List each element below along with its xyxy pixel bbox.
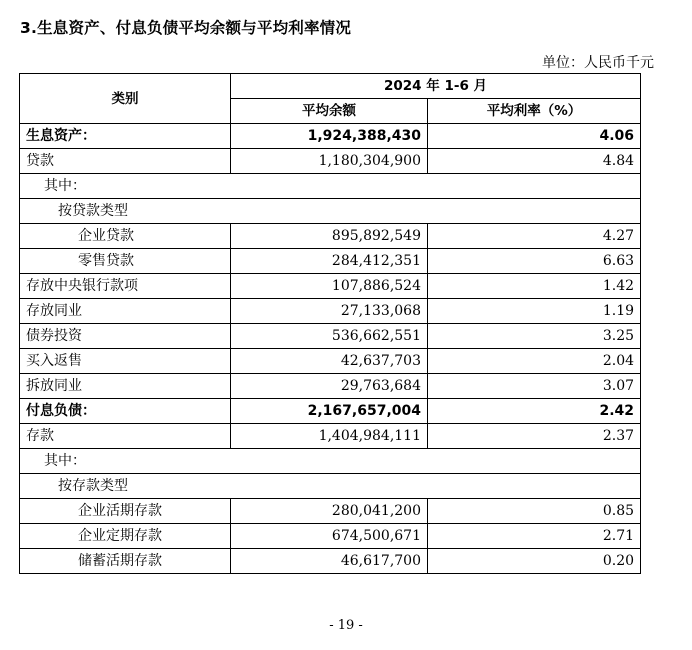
row-label: 债券投资 bbox=[20, 324, 231, 349]
table-row bbox=[20, 399, 641, 424]
row-avg-rate: 1.19 bbox=[428, 299, 641, 324]
row-avg-balance: 2,167,657,004 bbox=[231, 399, 428, 424]
row-avg-balance: 674,500,671 bbox=[231, 524, 428, 549]
row-avg-rate: 4.27 bbox=[428, 224, 641, 249]
row-label: 拆放同业 bbox=[20, 374, 231, 399]
section-title: 3.生息资产、付息负债平均余额与平均利率情况 bbox=[20, 19, 352, 37]
row-avg-rate: 2.71 bbox=[428, 524, 641, 549]
page-number: - 19 - bbox=[329, 618, 363, 633]
row-label: 其中： bbox=[20, 449, 641, 474]
row-avg-rate: 0.85 bbox=[428, 499, 641, 524]
row-avg-rate: 2.42 bbox=[428, 399, 641, 424]
row-label: 存款 bbox=[20, 424, 231, 449]
row-label: 储蓄活期存款 bbox=[20, 549, 231, 574]
table-row bbox=[20, 174, 641, 199]
interest-table bbox=[19, 73, 641, 574]
row-avg-balance: 27,133,068 bbox=[231, 299, 428, 324]
table-row bbox=[20, 524, 641, 549]
row-avg-rate: 2.37 bbox=[428, 424, 641, 449]
row-label: 按存款类型 bbox=[20, 474, 641, 499]
row-label: 企业贷款 bbox=[20, 224, 231, 249]
table-row bbox=[20, 549, 641, 574]
row-label: 企业定期存款 bbox=[20, 524, 231, 549]
header-row-1 bbox=[20, 74, 641, 99]
row-label: 企业活期存款 bbox=[20, 499, 231, 524]
header-avg-rate: 平均利率（%） bbox=[428, 99, 641, 124]
table-row bbox=[20, 324, 641, 349]
row-avg-balance: 46,617,700 bbox=[231, 549, 428, 574]
table-row bbox=[20, 149, 641, 174]
row-avg-balance: 1,404,984,111 bbox=[231, 424, 428, 449]
row-label: 存放中央银行款项 bbox=[20, 274, 231, 299]
row-avg-rate: 4.84 bbox=[428, 149, 641, 174]
table-row bbox=[20, 349, 641, 374]
row-avg-rate: 4.06 bbox=[428, 124, 641, 149]
table-row bbox=[20, 474, 641, 499]
row-avg-balance: 280,041,200 bbox=[231, 499, 428, 524]
row-label: 买入返售 bbox=[20, 349, 231, 374]
row-avg-balance: 1,180,304,900 bbox=[231, 149, 428, 174]
row-label: 贷款 bbox=[20, 149, 231, 174]
row-label: 生息资产： bbox=[20, 124, 231, 149]
row-label: 按贷款类型 bbox=[20, 199, 641, 224]
table-row bbox=[20, 124, 641, 149]
table-row bbox=[20, 449, 641, 474]
row-label: 存放同业 bbox=[20, 299, 231, 324]
row-avg-rate: 3.07 bbox=[428, 374, 641, 399]
table-body bbox=[20, 124, 641, 574]
table-row bbox=[20, 199, 641, 224]
row-avg-balance: 29,763,684 bbox=[231, 374, 428, 399]
row-avg-balance: 1,924,388,430 bbox=[231, 124, 428, 149]
row-avg-rate: 2.04 bbox=[428, 349, 641, 374]
row-avg-balance: 536,662,551 bbox=[231, 324, 428, 349]
row-avg-balance: 284,412,351 bbox=[231, 249, 428, 274]
table-row bbox=[20, 249, 641, 274]
row-avg-rate: 0.20 bbox=[428, 549, 641, 574]
row-avg-balance: 895,892,549 bbox=[231, 224, 428, 249]
row-label: 其中： bbox=[20, 174, 641, 199]
table-row bbox=[20, 224, 641, 249]
table-row bbox=[20, 499, 641, 524]
header-avg-balance: 平均余额 bbox=[231, 99, 428, 124]
header-category: 类别 bbox=[20, 74, 231, 124]
table-row bbox=[20, 299, 641, 324]
table-row bbox=[20, 274, 641, 299]
row-avg-balance: 42,637,703 bbox=[231, 349, 428, 374]
row-label: 零售贷款 bbox=[20, 249, 231, 274]
table-row bbox=[20, 374, 641, 399]
unit-label: 单位：人民币千元 bbox=[542, 55, 654, 71]
row-avg-balance: 107,886,524 bbox=[231, 274, 428, 299]
row-avg-rate: 3.25 bbox=[428, 324, 641, 349]
table-row bbox=[20, 424, 641, 449]
header-period: 2024 年 1-6 月 bbox=[231, 74, 641, 99]
row-label: 付息负债： bbox=[20, 399, 231, 424]
row-avg-rate: 1.42 bbox=[428, 274, 641, 299]
row-avg-rate: 6.63 bbox=[428, 249, 641, 274]
